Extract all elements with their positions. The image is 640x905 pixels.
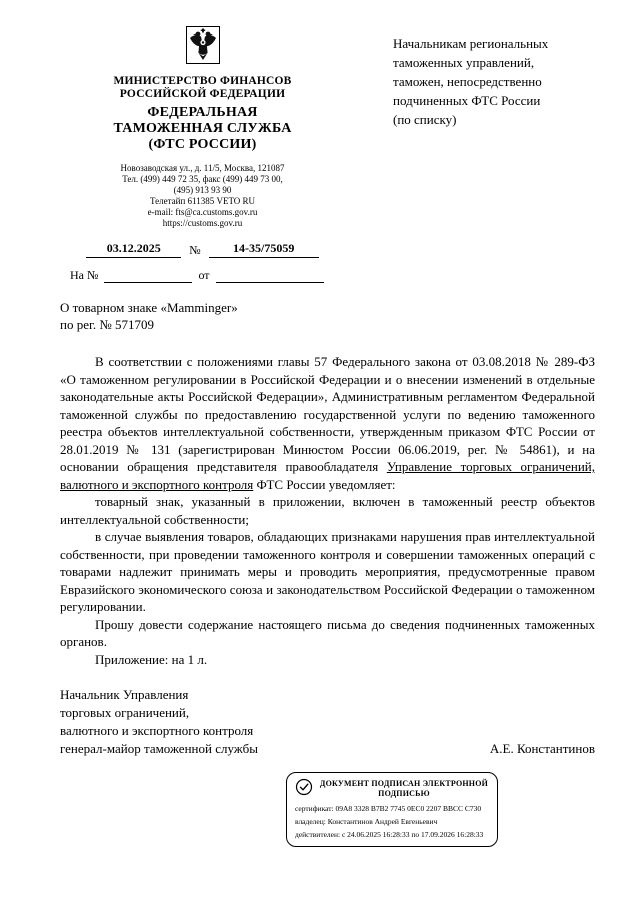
reference-ot-label: от — [198, 268, 210, 282]
signer-position-line: генерал-майор таможенной службы — [60, 741, 258, 756]
coat-of-arms-icon — [186, 26, 220, 69]
paragraph-request: Прошу довести содержание настоящего письма до сведения подчиненных таможенных органов. — [60, 616, 595, 649]
website-line: https://customs.gov.ru — [162, 218, 243, 228]
number-sign: № — [189, 243, 201, 257]
phone-line2: (495) 913 93 90 — [173, 185, 232, 195]
paragraph-measures: в случае выявления товаров, обладающих признаками нарушения прав интеллектуальной собственности, при проведении таможенного контроля и совершении таможенных операций с товарами надлежит принимать меры и проводить мероприятия, предусмотренные правом Евразийского экономического союза и законодательством Российской Федерации о таможенном регулировании. — [60, 529, 595, 614]
stamp-title-line2: ПОДПИСЬЮ — [378, 788, 430, 798]
postal-address: Новозаводская ул., д. 11/5, Москва, 121087 — [120, 163, 285, 173]
signer-position-line: валютного и экспортного контроля — [60, 723, 254, 738]
reference-row — [60, 268, 345, 283]
email-line: e-mail: fts@ca.customs.gov.ru — [147, 207, 258, 217]
signer-position-line: Начальник Управления — [60, 687, 189, 702]
ministry-name-line1: МИНИСТЕРСТВО ФИНАНСОВ — [113, 75, 292, 87]
subject-block — [60, 299, 595, 333]
signer-position-line: торговых ограничений, — [60, 705, 190, 720]
letterhead — [60, 26, 595, 283]
stamp-header — [295, 778, 489, 799]
document-date: 03.12.2025 — [86, 241, 181, 258]
signer-name: А.Е. Константинов — [489, 741, 595, 756]
reference-prefix: На № — [70, 268, 99, 282]
addressee-line: таможен, непосредственно — [393, 74, 542, 89]
ministry-name-line2: РОССИЙСКОЙ ФЕДЕРАЦИИ — [119, 88, 286, 100]
addressee-line: Начальникам региональных — [393, 36, 549, 51]
letterhead-left-column — [60, 26, 345, 283]
reference-number-blank — [104, 270, 192, 283]
letter-body — [60, 353, 595, 668]
subject-line1: О товарном знаке «Mamminger» — [60, 300, 238, 315]
signature-block — [60, 686, 595, 758]
stamp-details — [295, 804, 489, 840]
teletype-line: Телетайп 611385 VETO RU — [149, 196, 256, 206]
stamp-owner: владелец: Константинов Андрей Евгеньевич — [295, 817, 438, 826]
addressee-block — [393, 26, 593, 283]
addressee-line: подчиненных ФТС России — [393, 93, 541, 108]
addressee-line: (по списку) — [393, 112, 457, 127]
subject-line2: по рег. № 571709 — [60, 317, 154, 332]
phone-line1: Тел. (499) 449 72 35, факс (499) 449 73 00, — [122, 174, 283, 184]
document-number: 14-35/75059 — [209, 241, 319, 258]
stamp-title-line1: ДОКУМЕНТ ПОДПИСАН ЭЛЕКТРОННОЙ — [319, 778, 489, 788]
stamp-title — [319, 779, 489, 799]
stamp-certificate: сертификат: 09А8 3328 В7В2 7745 0ЕС0 2207 ВВСС С730 — [295, 804, 482, 813]
service-name-line2: ТАМОЖЕННАЯ СЛУЖБА — [113, 121, 292, 136]
stamp-emblem-icon — [295, 778, 313, 799]
date-number-row — [60, 241, 345, 258]
electronic-signature-stamp — [286, 772, 498, 847]
stamp-validity: действителен: с 24.06.2025 16:28:33 по 17.09.2026 16:28:33 — [295, 830, 484, 839]
paragraph-legal-basis — [60, 353, 595, 493]
addressee-line: таможенных управлений, — [393, 55, 535, 70]
paragraph-trademark-included: товарный знак, указанный в приложении, включен в таможенный реестр объектов интеллектуальной собственности; — [60, 494, 595, 527]
paragraph-text: ФТС России уведомляет: — [253, 476, 396, 492]
signer-position — [60, 686, 258, 758]
reference-date-blank — [216, 270, 324, 283]
contact-block — [60, 163, 345, 229]
attachment-note: Приложение: на 1 л. — [95, 651, 208, 667]
paragraph-text: В соответствии с положениями главы 57 Федерального закона от 03.08.2018 № 289-ФЗ «О таможенном регулировании в Российской Федерации и о внесении изменений в отдельные законодательные акты Российской Федерации», Административным регламентом Федеральной таможенной службы по предоставлению государственной услуги по ведению таможенного реестра объектов интеллектуальной собственности, утвержденным приказом ФТС России от 28.01.2019 № 131 (зарегистрирован Минюстом России 06.06.2019, рег. № 54861), и на основании обращения представителя правообладателя — [60, 354, 595, 474]
service-name-line3: (ФТС РОССИИ) — [148, 137, 257, 152]
service-name-line1: ФЕДЕРАЛЬНАЯ — [147, 105, 258, 120]
department-name-underlined: Управление торговых ограничений, валютного и экспортного контроля — [60, 459, 595, 492]
